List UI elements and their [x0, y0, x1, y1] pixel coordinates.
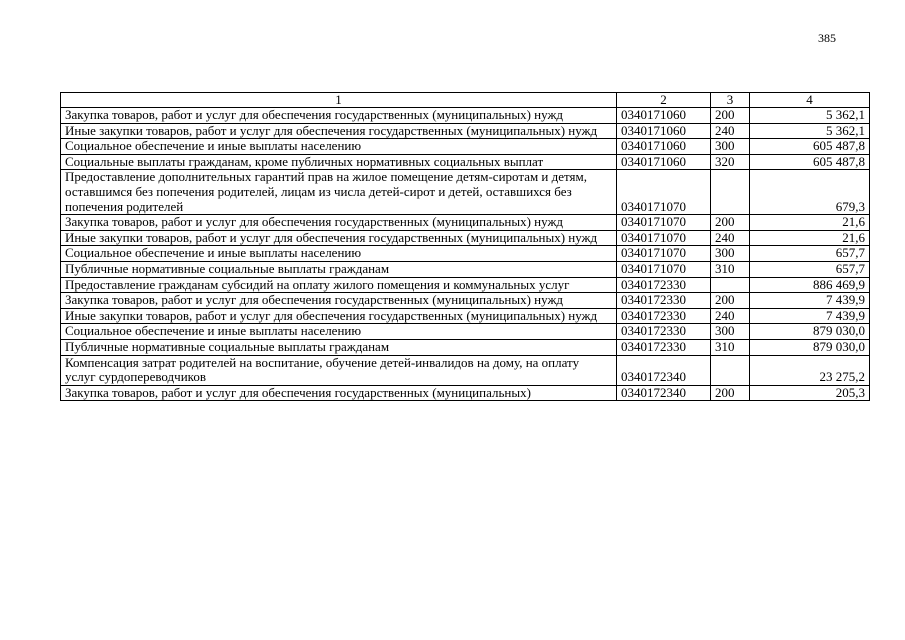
- table-row: [61, 308, 870, 324]
- table-row: [61, 339, 870, 355]
- table-row: [61, 261, 870, 277]
- row-type-cell: 200: [711, 215, 750, 231]
- row-name-cell: Иные закупки товаров, работ и услуг для обеспечения государственных (муниципальных) нужд: [61, 230, 617, 246]
- row-amount-cell: 21,6: [750, 215, 870, 231]
- row-name-cell: Социальные выплаты гражданам, кроме публичных нормативных социальных выплат: [61, 154, 617, 170]
- row-code-cell: 0340171070: [617, 246, 711, 262]
- row-type-cell: [711, 170, 750, 215]
- row-name-cell: Публичные нормативные социальные выплаты гражданам: [61, 339, 617, 355]
- row-code-cell: 0340172330: [617, 308, 711, 324]
- header-col-2: 2: [617, 93, 711, 108]
- row-code-cell: 0340171060: [617, 108, 711, 124]
- row-type-cell: 300: [711, 324, 750, 340]
- row-name-cell: Закупка товаров, работ и услуг для обеспечения государственных (муниципальных): [61, 385, 617, 401]
- budget-table: [60, 92, 870, 401]
- header-col-4: 4: [750, 93, 870, 108]
- table-row: [61, 277, 870, 293]
- row-type-cell: 200: [711, 108, 750, 124]
- row-amount-cell: 5 362,1: [750, 123, 870, 139]
- row-code-cell: 0340171070: [617, 261, 711, 277]
- row-code-cell: 0340172330: [617, 277, 711, 293]
- row-code-cell: 0340172330: [617, 339, 711, 355]
- row-code-cell: 0340172340: [617, 355, 711, 385]
- row-amount-cell: 605 487,8: [750, 139, 870, 155]
- row-amount-cell: 879 030,0: [750, 339, 870, 355]
- row-name-cell: Иные закупки товаров, работ и услуг для обеспечения государственных (муниципальных) нужд: [61, 308, 617, 324]
- row-amount-cell: 879 030,0: [750, 324, 870, 340]
- row-amount-cell: 605 487,8: [750, 154, 870, 170]
- page-number: 385: [818, 31, 836, 45]
- table-row: [61, 123, 870, 139]
- row-code-cell: 0340171070: [617, 215, 711, 231]
- row-name-cell: Компенсация затрат родителей на воспитание, обучение детей-инвалидов на дому, на оплату услуг сурдопереводчиков: [61, 355, 617, 385]
- row-name-cell: Социальное обеспечение и иные выплаты населению: [61, 246, 617, 262]
- table-row: [61, 246, 870, 262]
- row-name-cell: Социальное обеспечение и иные выплаты населению: [61, 139, 617, 155]
- row-name-cell: Иные закупки товаров, работ и услуг для обеспечения государственных (муниципальных) нужд: [61, 123, 617, 139]
- row-code-cell: 0340172330: [617, 324, 711, 340]
- row-amount-cell: 205,3: [750, 385, 870, 401]
- row-name-cell: Закупка товаров, работ и услуг для обеспечения государственных (муниципальных) нужд: [61, 293, 617, 309]
- table-row: [61, 230, 870, 246]
- row-amount-cell: 7 439,9: [750, 293, 870, 309]
- row-name-cell: Публичные нормативные социальные выплаты гражданам: [61, 261, 617, 277]
- row-name-cell: Закупка товаров, работ и услуг для обеспечения государственных (муниципальных) нужд: [61, 108, 617, 124]
- row-code-cell: 0340171070: [617, 230, 711, 246]
- row-amount-cell: 21,6: [750, 230, 870, 246]
- row-type-cell: [711, 355, 750, 385]
- row-amount-cell: 23 275,2: [750, 355, 870, 385]
- row-type-cell: 300: [711, 139, 750, 155]
- table-row: [61, 139, 870, 155]
- row-code-cell: 0340171060: [617, 123, 711, 139]
- row-code-cell: 0340172340: [617, 385, 711, 401]
- row-type-cell: 240: [711, 123, 750, 139]
- row-name-cell: Социальное обеспечение и иные выплаты населению: [61, 324, 617, 340]
- row-type-cell: 310: [711, 339, 750, 355]
- row-name-cell: Предоставление гражданам субсидий на оплату жилого помещения и коммунальных услуг: [61, 277, 617, 293]
- table-row: [61, 324, 870, 340]
- row-type-cell: 320: [711, 154, 750, 170]
- table-row: [61, 355, 870, 385]
- row-amount-cell: 886 469,9: [750, 277, 870, 293]
- row-amount-cell: 657,7: [750, 261, 870, 277]
- row-amount-cell: 5 362,1: [750, 108, 870, 124]
- row-type-cell: 300: [711, 246, 750, 262]
- row-type-cell: [711, 277, 750, 293]
- row-type-cell: 200: [711, 385, 750, 401]
- table-row: [61, 170, 870, 215]
- row-amount-cell: 679,3: [750, 170, 870, 215]
- row-code-cell: 0340171060: [617, 154, 711, 170]
- header-row: [61, 93, 870, 108]
- row-code-cell: 0340171070: [617, 170, 711, 215]
- table-row: [61, 215, 870, 231]
- row-type-cell: 240: [711, 230, 750, 246]
- table-row: [61, 108, 870, 124]
- row-amount-cell: 657,7: [750, 246, 870, 262]
- row-type-cell: 200: [711, 293, 750, 309]
- header-col-1: 1: [61, 93, 617, 108]
- header-col-3: 3: [711, 93, 750, 108]
- table-row: [61, 293, 870, 309]
- row-code-cell: 0340171060: [617, 139, 711, 155]
- row-name-cell: Предоставление дополнительных гарантий прав на жилое помещение детям-сиротам и детям, оставшимся без попечения родителей, лицам из числа детей-сирот и детей, оставшихся без попечения родителей: [61, 170, 617, 215]
- table-row: [61, 154, 870, 170]
- row-code-cell: 0340172330: [617, 293, 711, 309]
- row-amount-cell: 7 439,9: [750, 308, 870, 324]
- row-type-cell: 240: [711, 308, 750, 324]
- table-row: [61, 385, 870, 401]
- row-type-cell: 310: [711, 261, 750, 277]
- row-name-cell: Закупка товаров, работ и услуг для обеспечения государственных (муниципальных) нужд: [61, 215, 617, 231]
